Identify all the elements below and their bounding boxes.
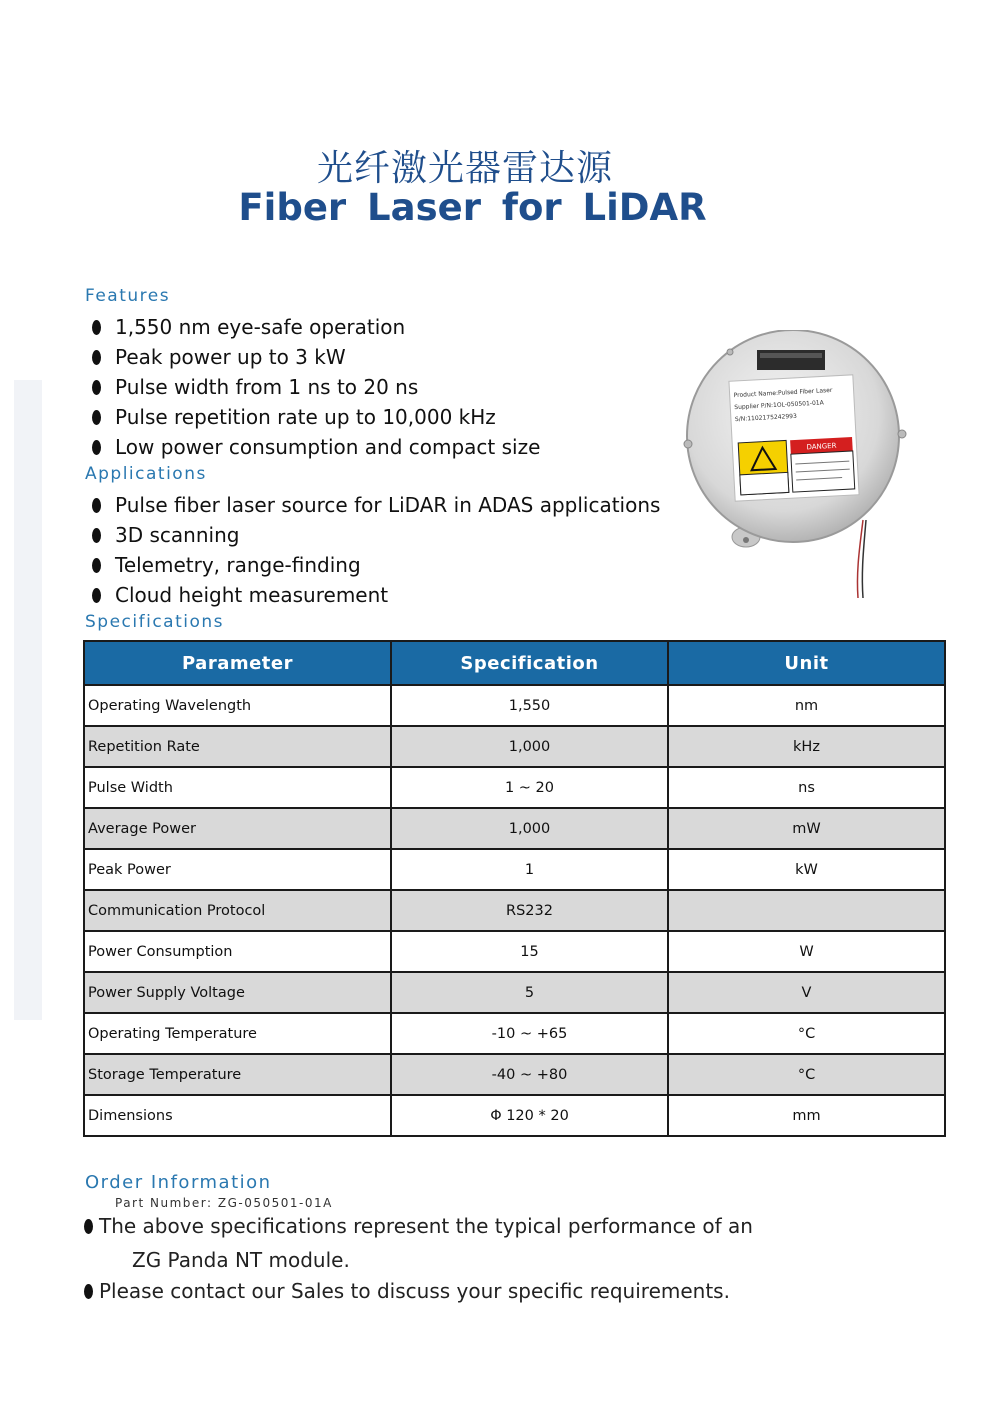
parameter-cell: Storage Temperature [84, 1054, 391, 1095]
value-cell: 1 ~ 20 [391, 767, 668, 808]
bullet-icon [84, 1284, 93, 1299]
list-item: Pulse repetition rate up to 10,000 kHz [92, 402, 540, 432]
parameter-cell: Repetition Rate [84, 726, 391, 767]
table-row [84, 767, 945, 808]
bullet-icon [92, 380, 101, 395]
list-item: 1,550 nm eye-safe operation [92, 312, 540, 342]
order-information-heading: Order Information [85, 1172, 272, 1193]
bullet-icon [92, 588, 101, 603]
label-text: S/N:1102175242993 [734, 412, 798, 424]
unit-cell: W [668, 931, 945, 972]
column-header: Parameter [84, 641, 391, 685]
table-row [84, 931, 945, 972]
table-row [84, 1054, 945, 1095]
unit-cell: ns [668, 767, 945, 808]
column-header: Specification [391, 641, 668, 685]
list-item: Cloud height measurement [92, 580, 660, 610]
page-title: Fiber Laser for LiDAR [238, 186, 707, 229]
table-row [84, 972, 945, 1013]
parameter-cell: Average Power [84, 808, 391, 849]
value-cell: 5 [391, 972, 668, 1013]
parameter-cell: Power Consumption [84, 931, 391, 972]
value-cell: 15 [391, 931, 668, 972]
table-row [84, 1013, 945, 1054]
unit-cell: kW [668, 849, 945, 890]
unit-cell: V [668, 972, 945, 1013]
table-row [84, 890, 945, 931]
table-row [84, 685, 945, 726]
danger-label: DANGER [806, 441, 837, 452]
value-cell: 1,000 [391, 808, 668, 849]
value-cell: 1 [391, 849, 668, 890]
column-header: Unit [668, 641, 945, 685]
order-note: Please contact our Sales to discuss your specific requirements. [84, 1279, 730, 1303]
bullet-icon [92, 528, 101, 543]
unit-cell: mm [668, 1095, 945, 1136]
list-item: Low power consumption and compact size [92, 432, 540, 462]
bullet-icon [92, 558, 101, 573]
list-item: Telemetry, range-finding [92, 550, 660, 580]
parameter-cell: Power Supply Voltage [84, 972, 391, 1013]
table-row [84, 726, 945, 767]
applications-list [92, 490, 660, 610]
features-list [92, 312, 540, 462]
bullet-icon [92, 350, 101, 365]
value-cell: 1,000 [391, 726, 668, 767]
unit-cell: mW [668, 808, 945, 849]
table-row [84, 1095, 945, 1136]
unit-cell: °C [668, 1054, 945, 1095]
order-note-continued: ZG Panda NT module. [132, 1248, 350, 1272]
features-heading: Features [85, 286, 171, 306]
table-row [84, 808, 945, 849]
value-cell: 1,550 [391, 685, 668, 726]
page-title-chinese: 光纤激光器雷达源 [316, 148, 613, 189]
value-cell: -10 ~ +65 [391, 1013, 668, 1054]
applications-heading: Applications [85, 464, 207, 484]
background-watermark [6, 380, 50, 1020]
list-item: Peak power up to 3 kW [92, 342, 540, 372]
list-item: 3D scanning [92, 520, 660, 550]
parameter-cell: Communication Protocol [84, 890, 391, 931]
specifications-heading: Specifications [85, 612, 225, 632]
bullet-icon [92, 320, 101, 335]
unit-cell: nm [668, 685, 945, 726]
bullet-icon [92, 440, 101, 455]
parameter-cell: Operating Temperature [84, 1013, 391, 1054]
product-image [680, 330, 910, 600]
unit-cell: °C [668, 1013, 945, 1054]
parameter-cell: Peak Power [84, 849, 391, 890]
parameter-cell: Dimensions [84, 1095, 391, 1136]
bullet-icon [92, 498, 101, 513]
unit-cell [668, 890, 945, 931]
label-text: Product Name:Pulsed Fiber Laser [733, 386, 833, 400]
parameter-cell: Operating Wavelength [84, 685, 391, 726]
value-cell: RS232 [391, 890, 668, 931]
unit-cell: kHz [668, 726, 945, 767]
label-text: Supplier P/N:1OL-050501-01A [734, 399, 824, 412]
bullet-icon [84, 1219, 93, 1234]
part-number: Part Number: ZG-050501-01A [115, 1196, 333, 1210]
order-note: The above specifications represent the typical performance of an [84, 1214, 753, 1238]
table-row [84, 849, 945, 890]
parameter-cell: Pulse Width [84, 767, 391, 808]
table-header-row [84, 641, 945, 685]
list-item: Pulse fiber laser source for LiDAR in ADAS applications [92, 490, 660, 520]
bullet-icon [92, 410, 101, 425]
list-item: Pulse width from 1 ns to 20 ns [92, 372, 540, 402]
value-cell: -40 ~ +80 [391, 1054, 668, 1095]
specifications-table [83, 640, 946, 1137]
value-cell: Φ 120 * 20 [391, 1095, 668, 1136]
